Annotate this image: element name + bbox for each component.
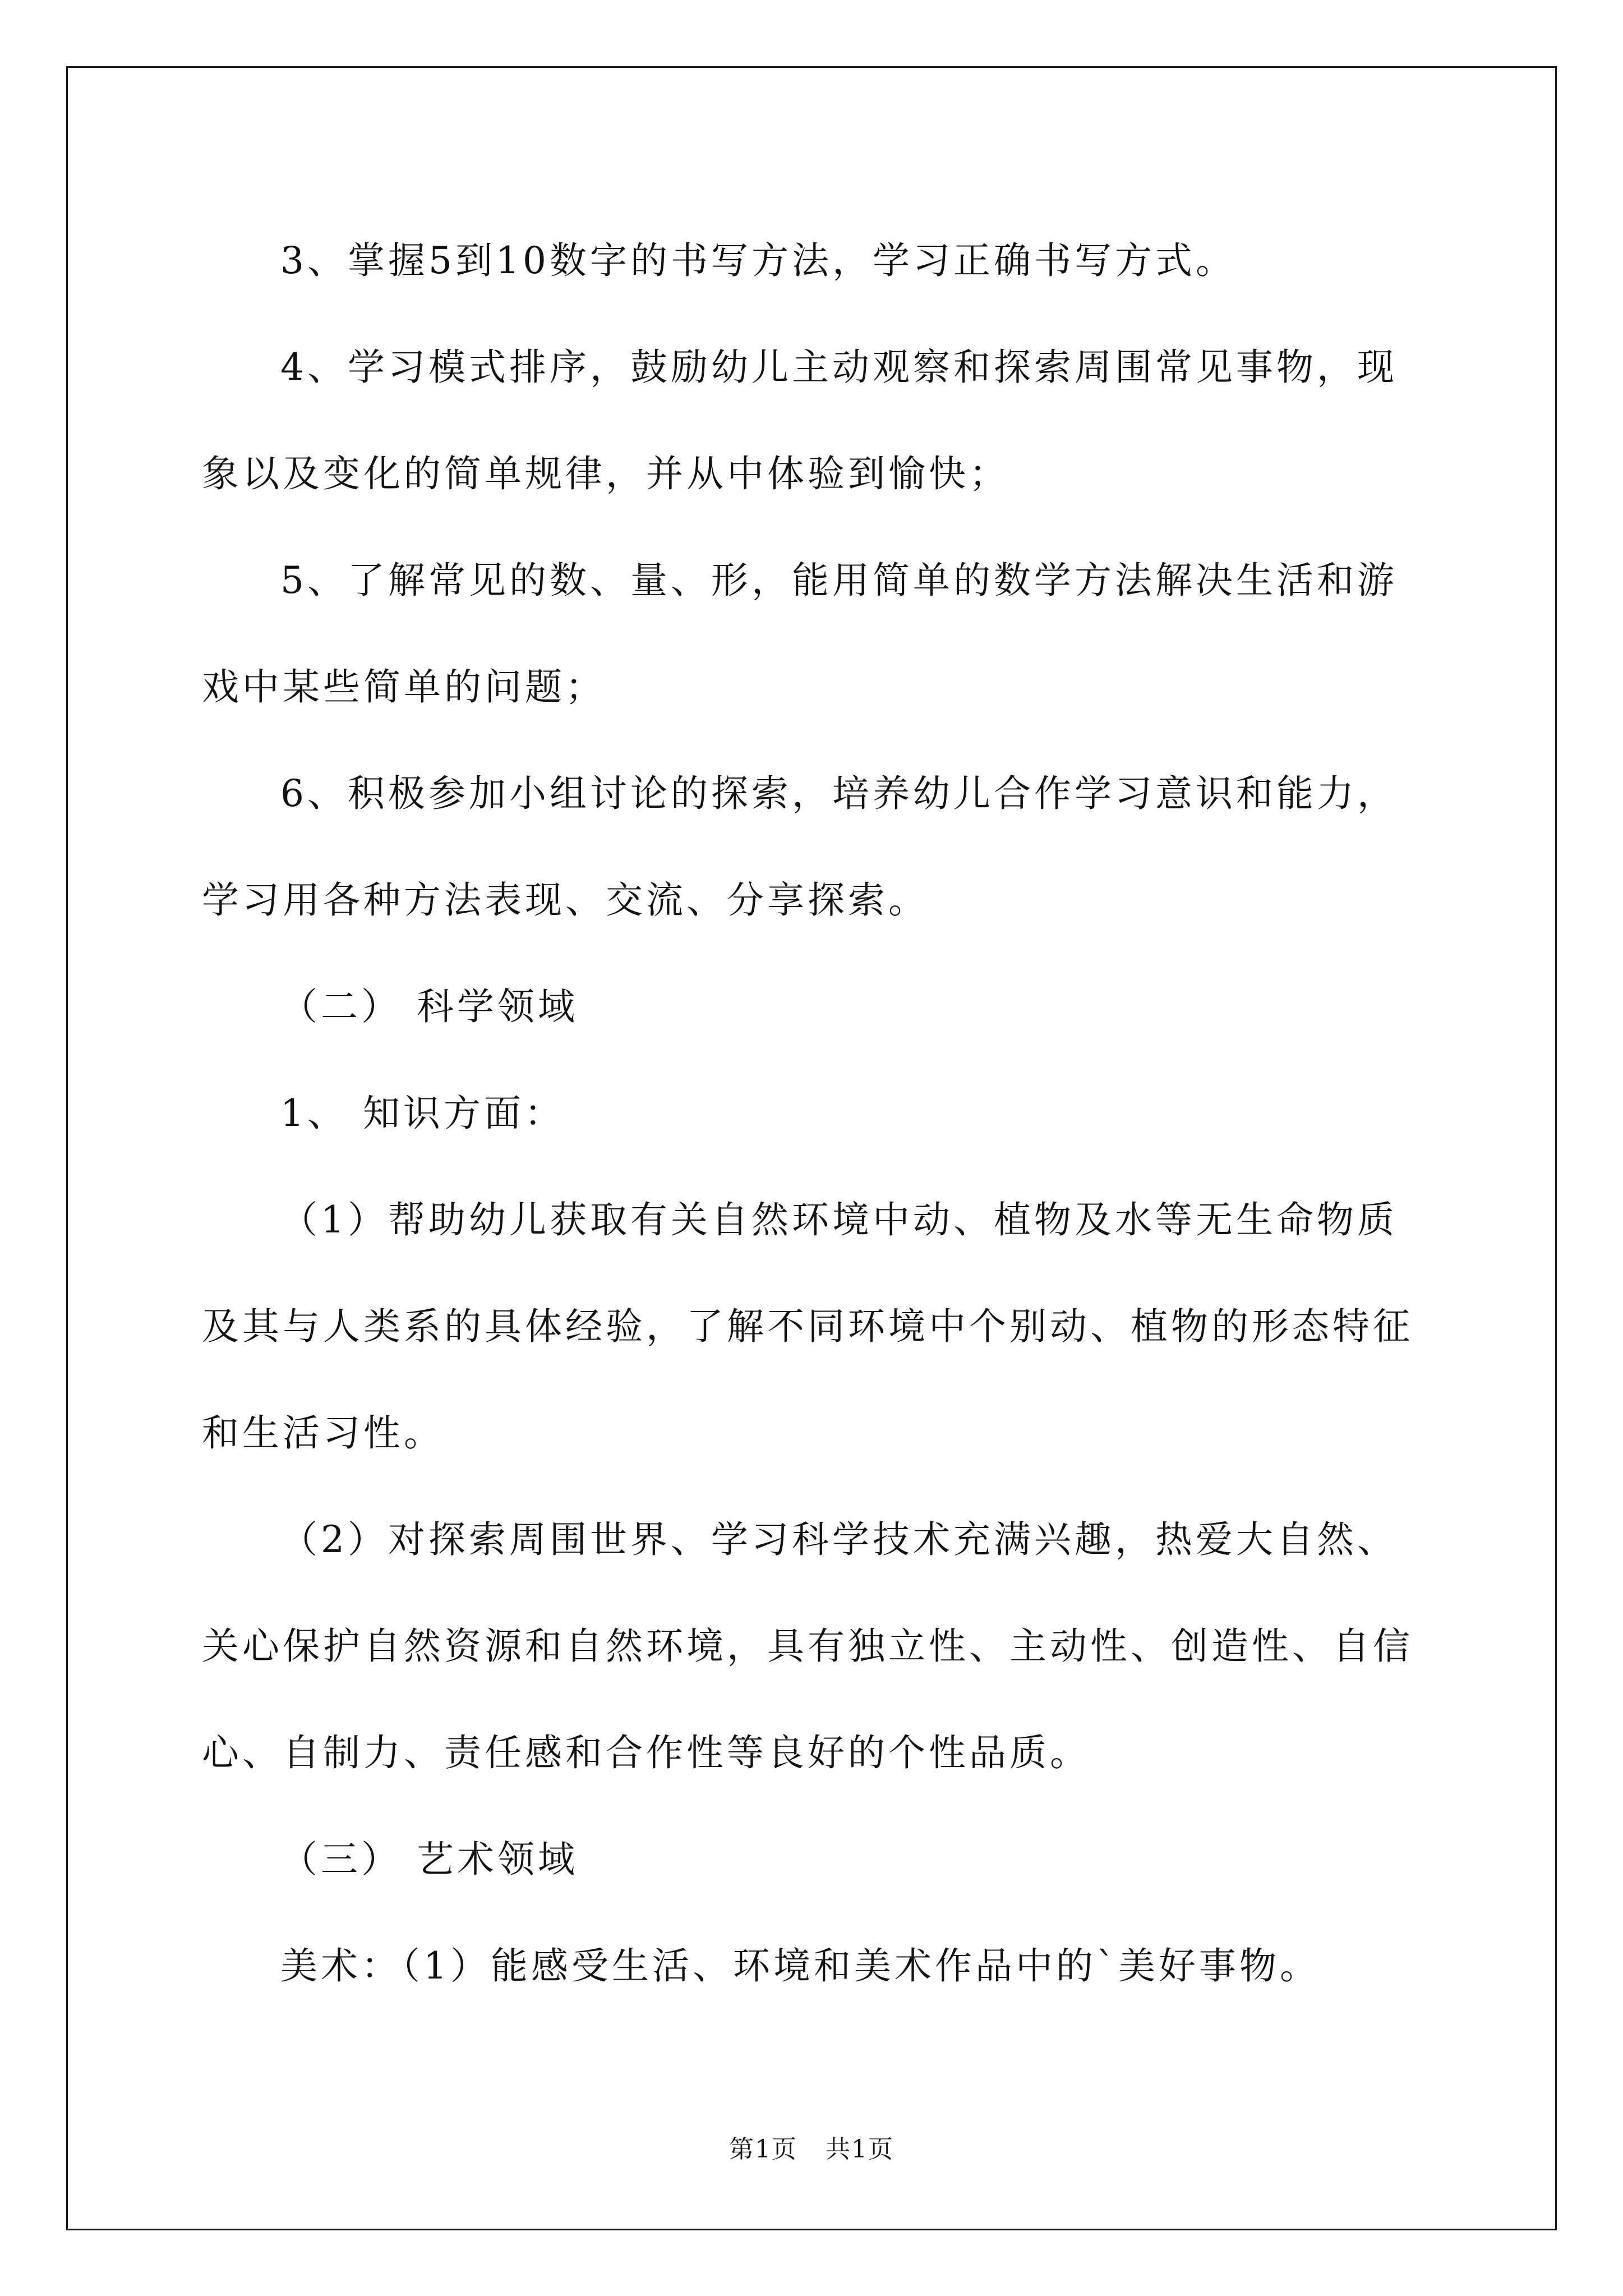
document-body xyxy=(202,208,1436,2019)
page-footer xyxy=(0,2129,1623,2165)
paragraph-knowledge-1: （1）帮助幼儿获取有关自然环境中动、植物及水等无生命物质及其与人类系的具体经验，了解不同环境中个别动、植物的形态特征和生活习性。 xyxy=(202,1198,1413,1455)
section-heading-science: （二） 科学领域 xyxy=(280,985,578,1028)
paragraph-art-1: 美术：（1）能感受生活、环境和美术作品中的`美好事物。 xyxy=(280,1944,1320,1987)
section-heading-art: （三） 艺术领域 xyxy=(280,1838,578,1881)
paragraph-knowledge-2: （2）对探索周围世界、学习科学技术充满兴趣，热爱大自然、关心保护自然资源和自然环境，具有独立性、主动性、创造性、自信心、自制力、责任感和合作性等良好的个性品质。 xyxy=(202,1518,1413,1774)
page-total: 共1页 xyxy=(826,2135,894,2164)
paragraph-item-4: 4、学习模式排序，鼓励幼儿主动观察和探索周围常见事物，现象以及变化的简单规律，并从中体验到愉快； xyxy=(202,346,1398,495)
page-number: 第1页 xyxy=(729,2135,797,2164)
subheading-knowledge: 1、 知识方面： xyxy=(280,1092,565,1135)
paragraph-item-6: 6、积极参加小组讨论的探索，培养幼儿合作学习意识和能力，学习用各种方法表现、交流、分享探索。 xyxy=(202,772,1398,922)
paragraph-item-5: 5、了解常见的数、量、形，能用简单的数学方法解决生活和游戏中某些简单的问题； xyxy=(202,559,1398,708)
paragraph-item-3: 3、掌握5到10数字的书写方法，学习正确书写方式。 xyxy=(280,239,1236,282)
